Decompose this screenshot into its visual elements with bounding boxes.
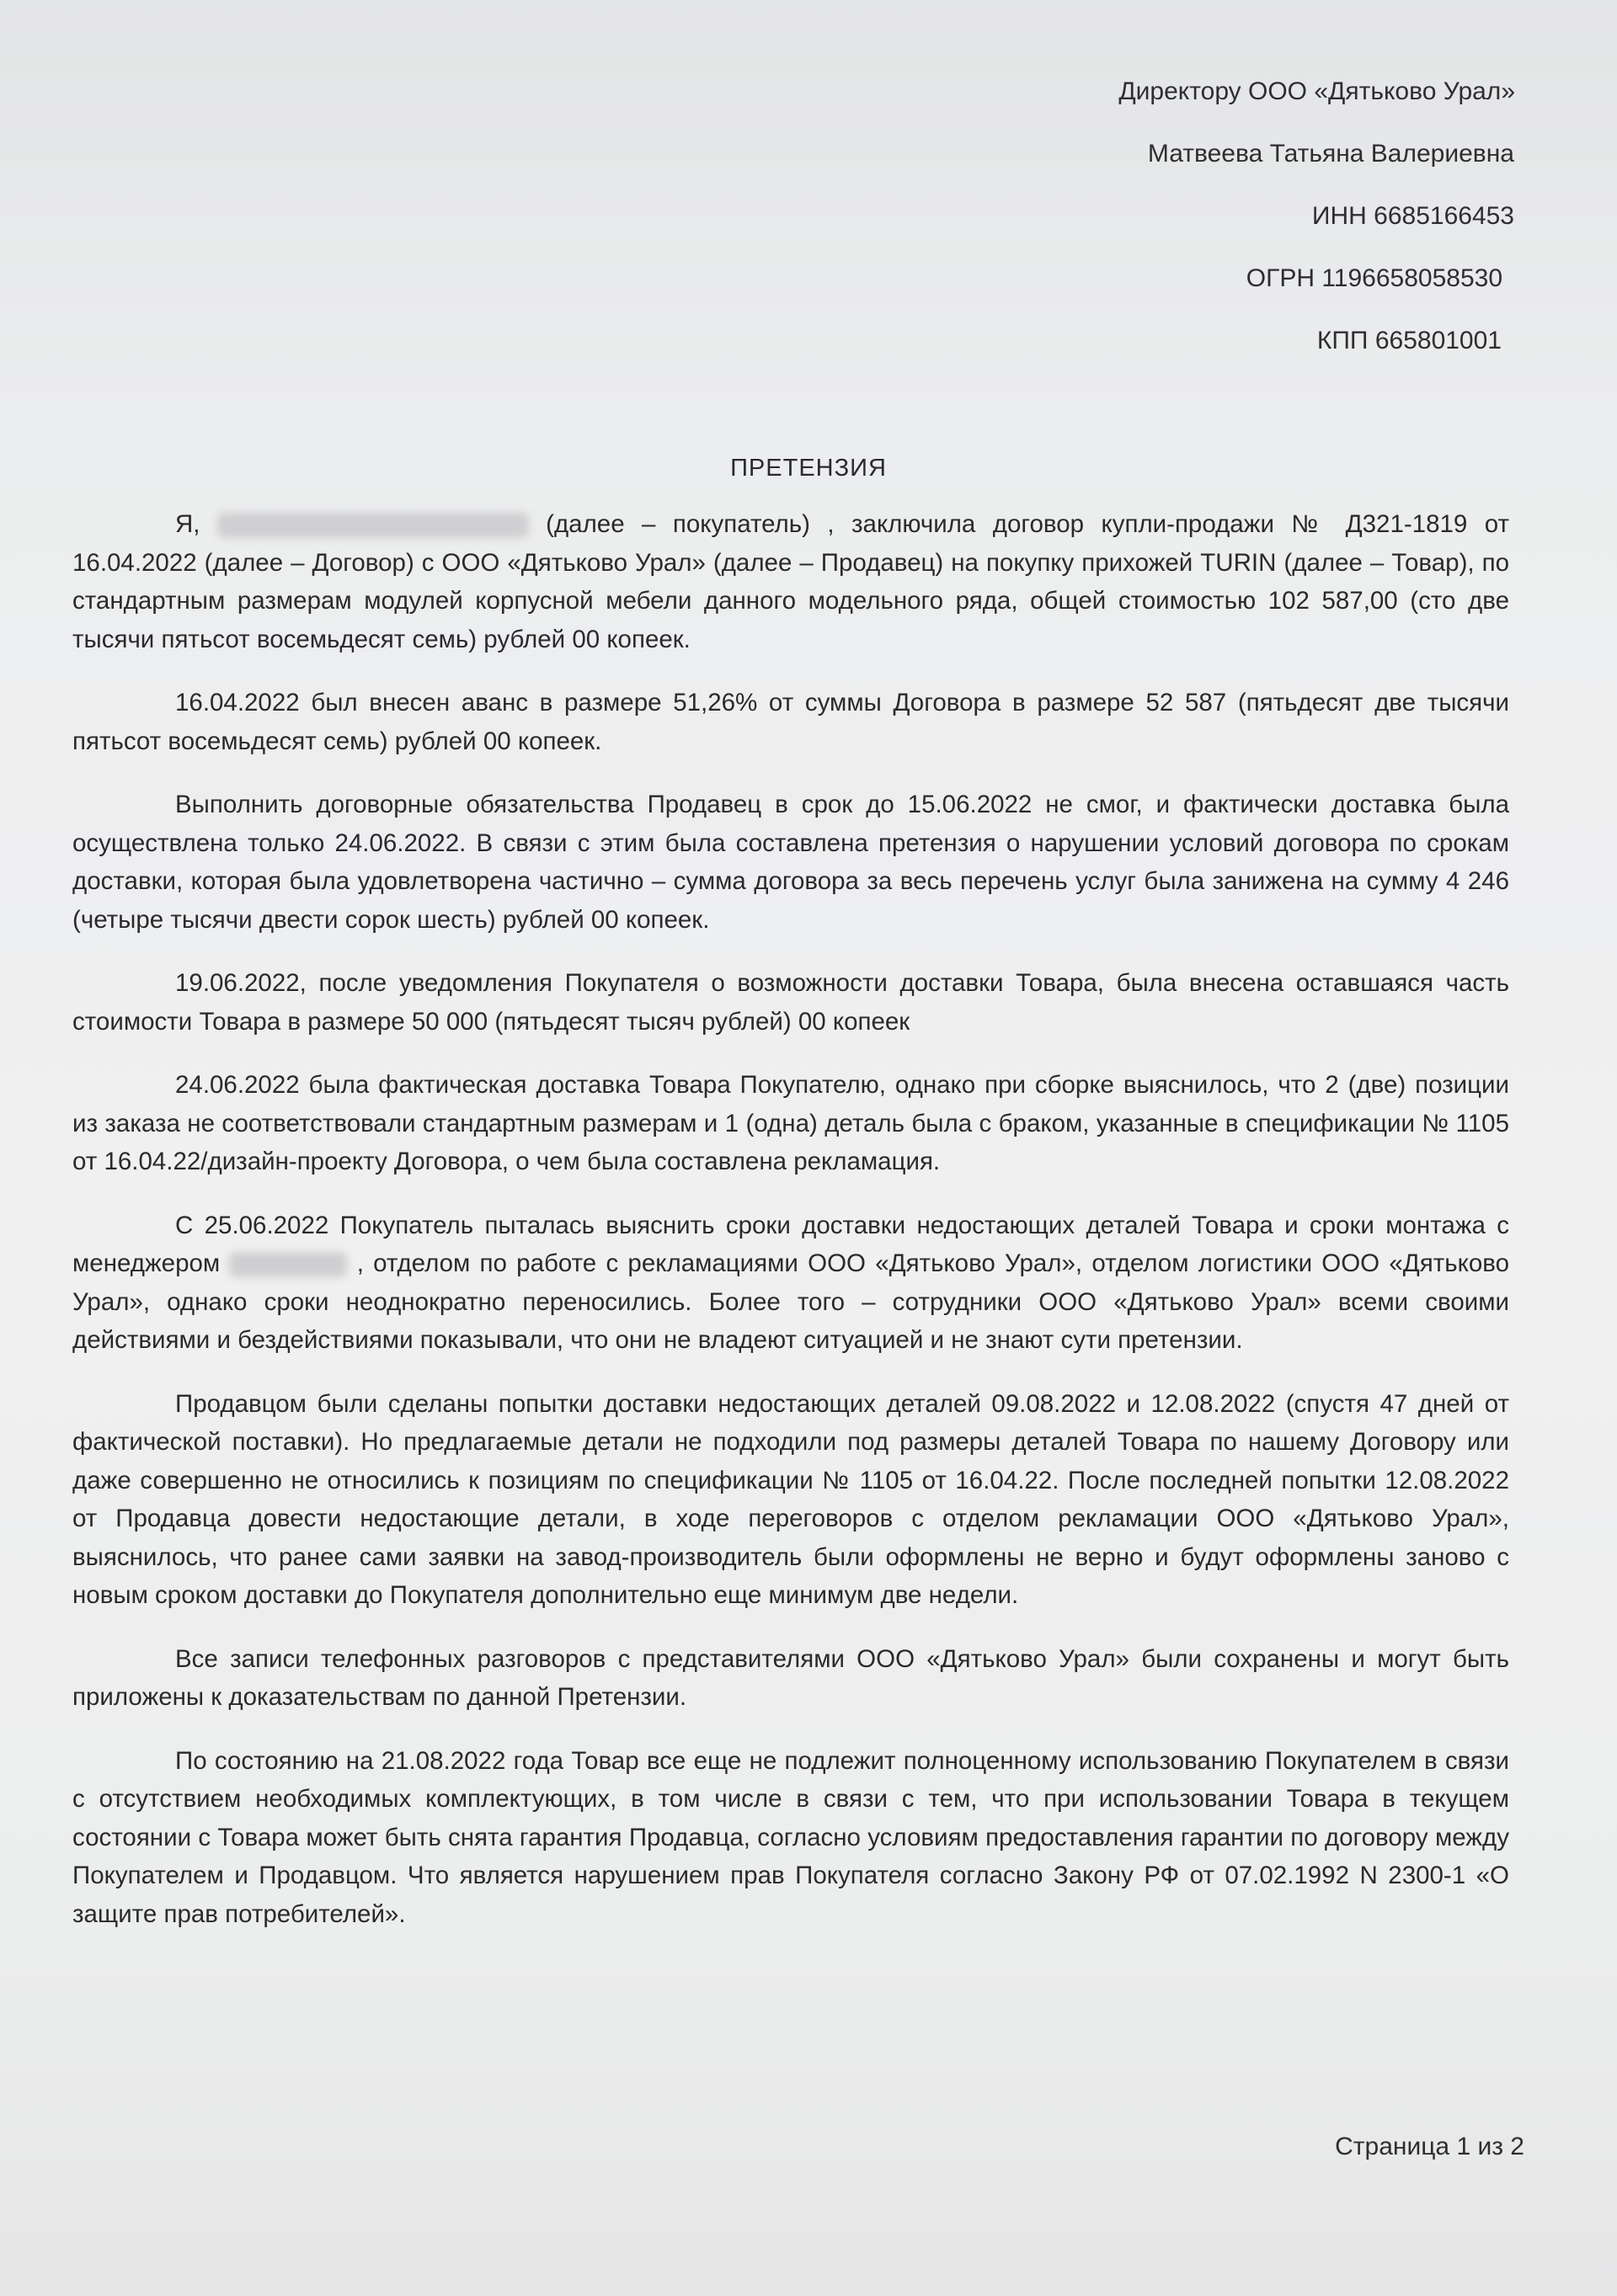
paragraph-5: 24.06.2022 была фактическая доставка Товара Покупателю, однако при сборке выяснилось, что 2 (две) позиции из заказа не соответствовали стандартным размерам и 1 (одна) деталь была с браком, указанные в спецификации № 1105 от 16.04.22/дизайн-проекту Договора, о чем была составлена рекламация.: [72, 1071, 1509, 1175]
paragraph-3: Выполнить договорные обязательства Продавец в срок до 15.06.2022 не смог, и фактически доставка была осуществлена только 24.06.2022. В связи с этим была составлена претензия о нарушении условий договора по срокам доставки, которая была удовлетворена частично – сумма договора за весь перечень услуг была занижена на сумму 4 246 (четыре тысячи двести сорок шесть) рублей 00 копеек.: [72, 791, 1509, 934]
paragraph-4: 19.06.2022, после уведомления Покупателя о возможности доставки Товара, была внесена оставшаяся часть стоимости Товара в размере 50 000 (пятьдесят тысяч рублей) 00 копеек: [72, 969, 1509, 1036]
paragraph-7: Продавцом были сделаны попытки доставки недостающих деталей 09.08.2022 и 12.08.2022 (спустя 47 дней от фактической поставки). Но предлагаемые детали не подходили под размеры деталей Товара по нашему Договору или даже совершенно не относились к позициям по спецификации № 1105 от 16.04.22. После последней попытки 12.08.2022 от Продавца довести недостающие детали, в ходе переговоров с отделом рекламации ООО «Дятьково Урал», выяснилось, что ранее сами заявки на завод-производитель были оформлены не верно и будут оформлены заново с новым сроком доставки до Покупателя дополнительно еще минимум две недели.: [72, 1389, 1509, 1609]
redacted-buyer-name: [217, 513, 529, 538]
paragraph-6: [72, 1207, 1509, 1360]
document-title: ПРЕТЕНЗИЯ: [730, 455, 887, 482]
addressee-kpp: КПП 665801001: [1316, 327, 1502, 354]
paragraph-1-prefix: Я,: [175, 510, 200, 538]
document-body: [72, 505, 1509, 1958]
paragraph-1-text: (далее – покупатель) , заключила договор купли-продажи № Д321-1819 от 16.04.2022 (далее – Договор) с ООО «Дятьково Урал» (далее – Продавец) на покупку прихожей TURIN (далее – Товар), по стандартным размерам модулей корпусной мебели данного модельного ряда, общей стоимостью 102 587,00 (сто две тысячи пятьсот восемьдесят семь) рублей 00 копеек.: [72, 510, 1509, 653]
addressee-inn: ИНН 6685166453: [1311, 202, 1514, 230]
redacted-manager-name: [229, 1252, 347, 1277]
paragraph-6-text-start: С 25.06.2022 Покупатель пыталась выяснить сроки доставки недостающих деталей Товара и сроки монтажа с менеджером: [72, 1211, 1509, 1277]
addressee-name: Матвеева Татьяна Валериевна: [1147, 140, 1514, 168]
page-number: Страница 1 из 2: [1335, 2133, 1524, 2160]
paragraph-6-text-end: , отделом по работе с рекламациями ООО «Дятьково Урал», отделом логистики ООО «Дятьково Урал», однако сроки неоднократно переносились. Более того – сотрудники ООО «Дятьково Урал» всеми своими действиями и бездействиями показывали, что они не владеют ситуацией и не знают сути претензии.: [72, 1249, 1509, 1354]
addressee-ogrn: ОГРН 1196658058530: [1246, 264, 1502, 292]
paragraph-2: 16.04.2022 был внесен аванс в размере 51,26% от суммы Договора в размере 52 587 (пятьдесят две тысячи пятьсот восемьдесят семь) рублей 00 копеек.: [72, 689, 1509, 755]
addressee-director: Директору ООО «Дятьково Урал»: [1118, 77, 1515, 105]
paragraph-9: По состоянию на 21.08.2022 года Товар все еще не подлежит полноценному использованию Покупателем в связи с отсутствием необходимых комплектующих, в том числе в связи с тем, что при использовании Товара в текущем состоянии с Товара может быть снята гарантия Продавца, согласно условиям предоставления гарантии по договору между Покупателем и Продавцом. Что является нарушением прав Покупателя согласно Закону РФ от 07.02.1992 N 2300-1 «О защите прав потребителей».: [72, 1746, 1509, 1928]
paragraph-1: [72, 505, 1509, 658]
paragraph-8: Все записи телефонных разговоров с представителями ООО «Дятьково Урал» были сохранены и могут быть приложены к доказательствам по данной Претензии.: [72, 1644, 1509, 1711]
